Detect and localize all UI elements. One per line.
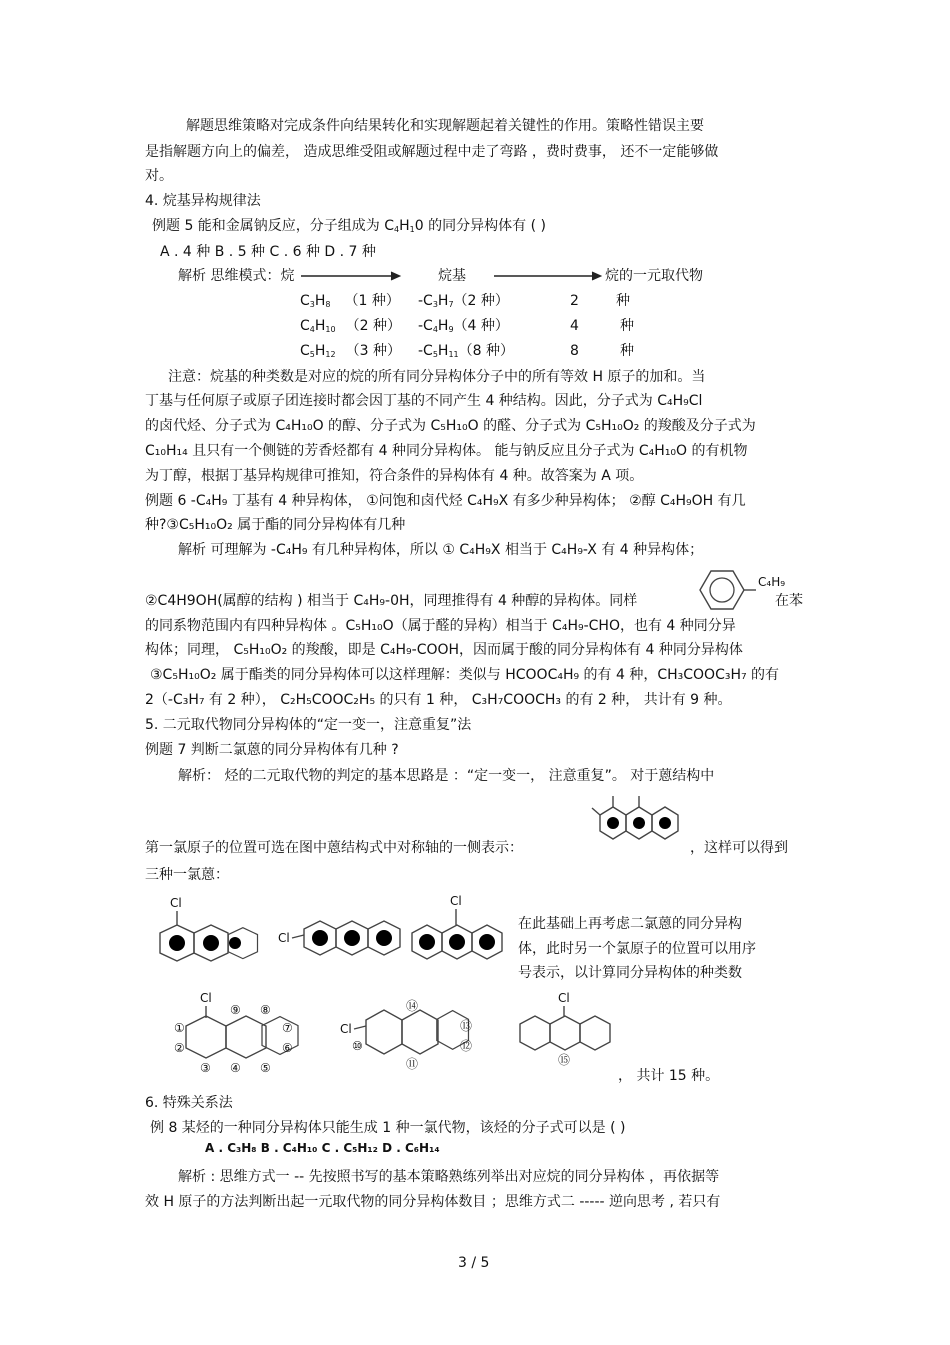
dichloro-positions-1-structure: [172, 986, 302, 1076]
2-chloroanthracene-structure: [278, 895, 398, 970]
alkyl-column-label: 烷基: [438, 267, 604, 285]
side-text-3: 号表示，以计算同分异构体的种类数: [518, 965, 742, 981]
chlorine-label: Cl: [558, 991, 570, 1005]
position-number: ④: [230, 1061, 241, 1075]
answer-6-line-3: 的同系物范围内有四种异构体 。C₅H₁₀O（属于醛的异构）相当于 C₄H₉-CHO，也有 4 种同分异: [145, 618, 736, 634]
position-number: ⑨: [230, 1003, 241, 1017]
alkyl-row: $-C_5H_{11}(8$ 种）: [418, 343, 514, 359]
anthracene-axis-structure: [598, 790, 690, 846]
intro-line-1: 解题思维策略对完成条件向结果转化和实现解题起着关键性的作用。策略性错误主要: [186, 118, 704, 134]
example-8-options: A . C₃H₈ B . C₄H₁₀ C . C₅H₁₂ D . C₆H₁₄: [205, 1141, 440, 1155]
chlorine-label: Cl: [450, 894, 462, 908]
position-number: ⑪: [406, 1057, 419, 1071]
position-number: ③: [200, 1061, 211, 1075]
unit: 种: [620, 318, 634, 334]
page-number: 3 / 5: [458, 1255, 490, 1271]
alkyl-row: $-C_3H_7(2$ 种）: [418, 293, 509, 309]
position-number: ②: [174, 1041, 185, 1055]
substitute-count: 4: [570, 318, 579, 334]
thinking-mode-label: 解析 思维模式：烷: [178, 267, 403, 285]
dichloro-positions-2-structure: [340, 1000, 480, 1072]
answer-8-line-1: 解析 : 思维方式一 -- 先按照书写的基本策略熟练列举出对应烷的同分异构体 ，再依据等: [178, 1169, 720, 1185]
section-4-title: 4. 烷基异构规律法: [145, 193, 261, 209]
alkyl-row: $-C_4H_9(4$ 种）: [418, 318, 509, 334]
answer-6-line-2: ②C4H9OH(属醇的结构 ) 相当于 C₄H₉-0H，同理推得有 4 种醇的异构体。同样: [145, 593, 638, 609]
section-6-title: 6. 特殊关系法: [145, 1095, 233, 1111]
note-line-4: C₁₀H₁₄ 且只有一个侧链的芳香烃都有 4 种同分异构体。 能与钠反应且分子式为 C₄H₁₀O 的有机物: [145, 443, 748, 459]
alkane-row: $C_5H_{12}$ （3 种）: [300, 343, 401, 359]
example-6-line-2: 种?③C₅H₁₀O₂ 属于酯的同分异构体有几种: [145, 517, 406, 533]
position-number: ⑬: [460, 1019, 473, 1033]
position-number: ⑧: [260, 1003, 271, 1017]
side-text-1: 在此基础上再考虑二氯蒽的同分异构: [518, 916, 742, 932]
right-arrow-icon: [492, 271, 604, 281]
answer-6-line-6: 2（-C₃H₇ 有 2 种）， C₂H₅COOC₂H₅ 的只有 1 种， C₃H₇COOCH₃ 的有 2 种， 共计有 9 种。: [145, 692, 732, 708]
position-number: ⑦: [282, 1021, 293, 1035]
chlorine-label: Cl: [340, 1022, 352, 1036]
note-line-1: 注意：烷基的种类数是对应的烷的所有同分异构体分子中的所有等效 H 原子的加和。当: [168, 369, 706, 385]
example-7-question: 例题 7 判断二氯蒽的同分异构体有几种 ?: [145, 742, 399, 758]
intro-line-3: 对。: [145, 168, 173, 184]
unit: 种: [616, 293, 630, 309]
position-number: ⑫: [460, 1039, 473, 1053]
chlorine-label: Cl: [278, 931, 290, 945]
chlorine-label: Cl: [170, 896, 182, 910]
example-8-question: 例 8 某烃的一种同分异构体只能生成 1 种一氯代物，该烃的分子式可以是 ( ): [150, 1120, 626, 1136]
butyl-label: C₄H₉: [758, 575, 786, 589]
substitute-count: 2: [570, 293, 579, 309]
1-chloroanthracene-structure: [150, 895, 250, 970]
right-arrow-icon: [299, 271, 403, 281]
9-chloroanthracene-structure: [410, 893, 510, 968]
butylbenzene-structure: [690, 562, 786, 612]
alkane-row: $C_4H_{10}$ （2 种）: [300, 318, 401, 334]
total-count: ， 共计 15 种。: [618, 1068, 720, 1084]
position-number: ⑤: [260, 1061, 271, 1075]
intro-line-2: 是指解题方向上的偏差， 造成思维受阻或解题过程中走了弯路 ，费时费事， 还不一定能够做: [145, 144, 719, 160]
position-number: ⑮: [558, 1053, 571, 1067]
example-6-line-1: 例题 6 -C₄H₉ 丁基有 4 种异构体， ①问饱和卤代烃 C₄H₉X 有多少种异构体； ②醇 C₄H₉OH 有几: [145, 493, 746, 509]
note-line-2: 丁基与任何原子或原子团连接时都会因丁基的不同产生 4 种结构。因此，分子式为 C₄H₉Cl: [145, 393, 703, 409]
answer-7-line-2-end: ，这样可以得到: [690, 840, 788, 856]
note-line-3: 的卤代烃、分子式为 C₄H₁₀O 的醇、分子式为 C₅H₁₀O 的醛、分子式为 C₅H₁₀O₂ 的羧酸及分子式为: [145, 418, 756, 434]
answer-6-line-1: 解析 可理解为 -C₄H₉ 有几种异构体，所以 ① C₄H₉X 相当于 C₄H₉-X 有 4 种异构体；: [178, 542, 704, 558]
answer-6-line-5: ③C₅H₁₀O₂ 属于酯类的同分异构体可以这样理解：类似与 HCOOC₄H₉ 的有 4 种，CH₃COOC₃H₇ 的有: [150, 667, 780, 683]
side-text-2: 体，此时另一个氯原子的位置可以用序: [518, 941, 756, 957]
unit: 种: [620, 343, 634, 359]
answer-6-line-4: 构体；同理， C₅H₁₀O₂ 的羧酸，即是 C₄H₉-COOH，因而属于酸的同分异构体有 4 种同分异构体: [145, 642, 743, 658]
result-column-label: 烷的一元取代物: [605, 268, 703, 284]
alkane-row: $C_3H_8$ （1 种）: [300, 293, 400, 309]
position-number: ①: [174, 1021, 185, 1035]
example-5-question: 例题 5 能和金属钠反应，分子组成为 $C_4H_10$ 的同分异构体有 ( ): [152, 218, 546, 234]
example-5-options: A . 4 种 B . 5 种 C . 6 种 D . 7 种: [160, 244, 376, 260]
answer-7-line-2: 第一氯原子的位置可选在图中蒽结构式中对称轴的一侧表示：: [145, 840, 523, 856]
position-number: ⑥: [282, 1041, 293, 1055]
answer-7-line-3: 三种一氯蒽：: [145, 867, 229, 883]
position-number: ⑭: [406, 999, 419, 1013]
substitute-count: 8: [570, 343, 579, 359]
chlorine-label: Cl: [200, 991, 212, 1005]
section-5-title: 5. 二元取代物同分异构体的“定一变一，注意重复”法: [145, 717, 472, 733]
answer-8-line-2: 效 H 原子的方法判断出起一元取代物的同分异构体数目 ；思维方式二 ----- 逆向思考 , 若只有: [145, 1194, 721, 1210]
answer-6-line-2-end: 在苯: [775, 593, 803, 609]
position-number: ⑩: [352, 1039, 363, 1053]
dichloro-positions-3-structure: [518, 988, 618, 1068]
note-line-5: 为丁醇，根据丁基异构规律可推知，符合条件的异构体有 4 种。故答案为 A 项。: [145, 468, 644, 484]
answer-7-line-1: 解析： 烃的二元取代物的判定的基本思路是 ：“定一变一， 注意重复”。 对于蒽结构中: [178, 768, 715, 784]
